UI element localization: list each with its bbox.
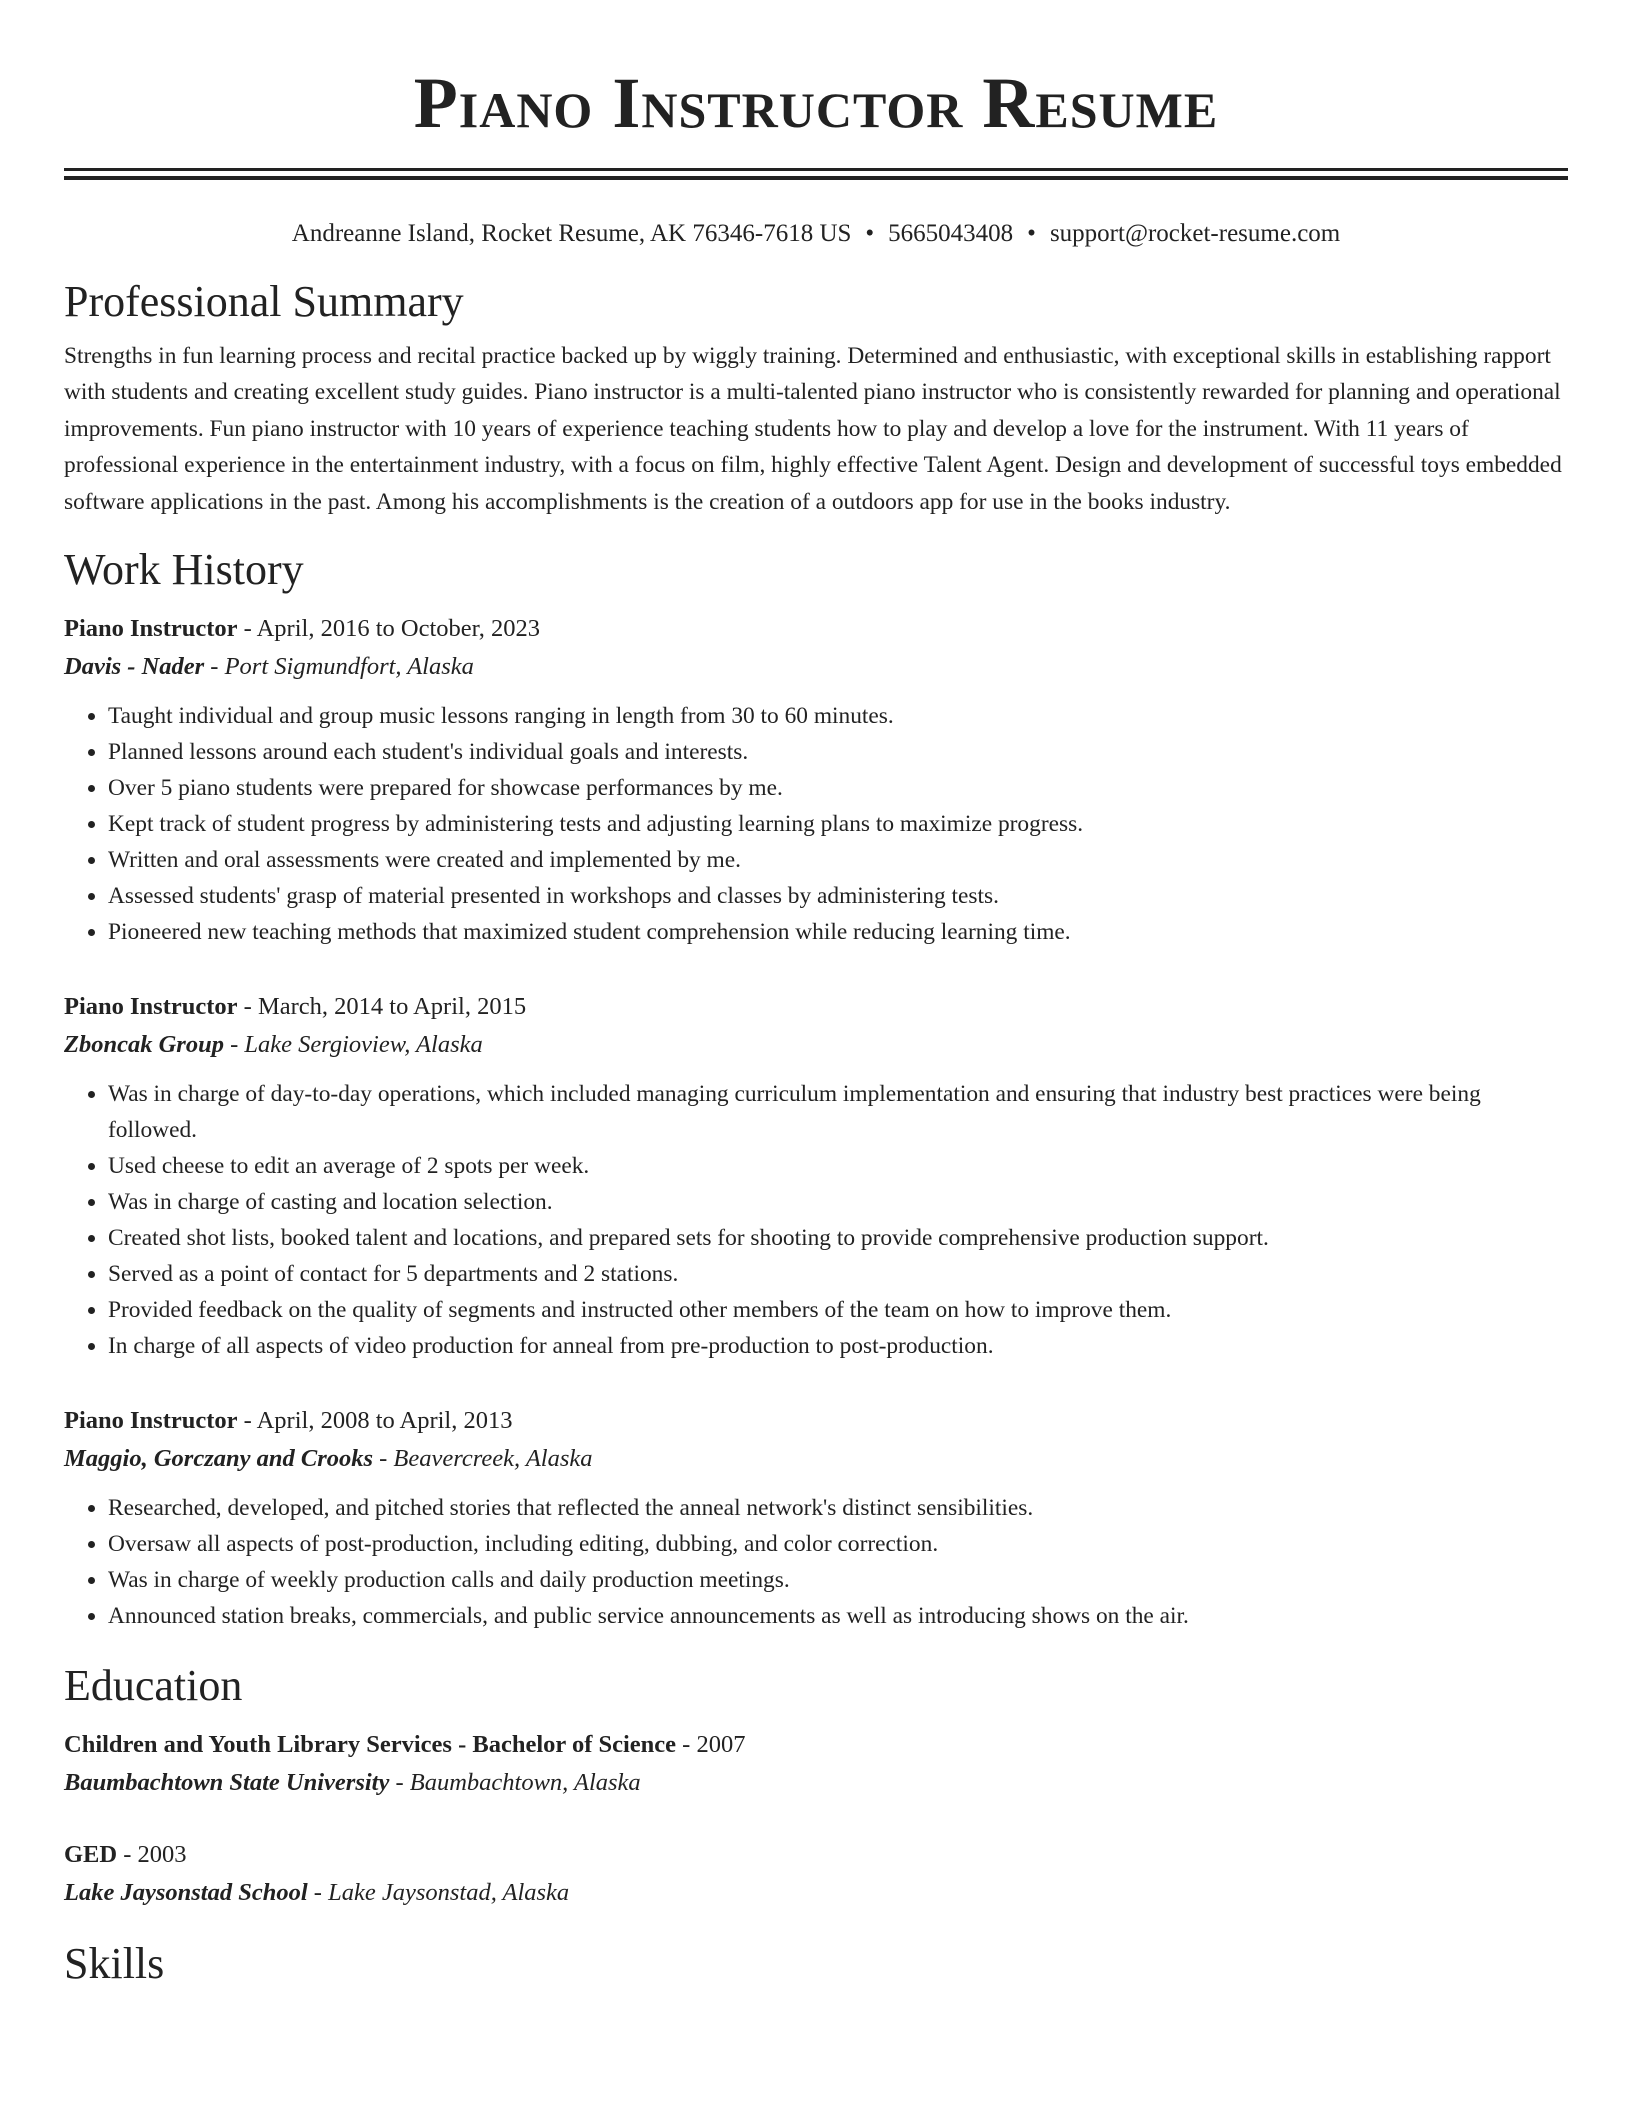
job-bullet: • Was in charge of casting and location selection. bbox=[108, 1184, 1568, 1220]
education-degree-line bbox=[64, 1726, 1568, 1764]
job-bullet: • Over 5 piano students were prepared for showcase performances by me. bbox=[108, 770, 1568, 806]
education-degree: GED bbox=[64, 1841, 118, 1869]
job-bullet: • Written and oral assessments were created and implemented by me. bbox=[108, 842, 1568, 878]
work-history-heading: Work History bbox=[64, 545, 304, 595]
job-dates: - April, 2016 to October, 2023 bbox=[237, 615, 541, 643]
job-entry bbox=[64, 1402, 1568, 1634]
education-school-line bbox=[64, 1764, 1568, 1802]
summary-heading: Professional Summary bbox=[64, 277, 464, 326]
job-bullet: • Served as a point of contact for 5 departments and 2 stations. bbox=[108, 1256, 1568, 1292]
job-company: Maggio, Gorczany and Crooks bbox=[64, 1445, 374, 1473]
job-bullet-list bbox=[64, 1490, 1568, 1634]
education-entry bbox=[64, 1836, 1568, 1912]
education-year: - 2003 bbox=[117, 1841, 187, 1869]
job-dates: - April, 2008 to April, 2013 bbox=[237, 1407, 513, 1435]
job-dates: - March, 2014 to April, 2015 bbox=[237, 993, 527, 1021]
job-bullet: • Planned lessons around each student's individual goals and interests. bbox=[108, 734, 1568, 770]
job-title-line bbox=[64, 1402, 1568, 1440]
job-title: Piano Instructor bbox=[64, 993, 238, 1021]
job-bullet: • In charge of all aspects of video production for anneal from pre-production to post-production. bbox=[108, 1328, 1568, 1364]
education-school-line bbox=[64, 1874, 1568, 1912]
job-entry bbox=[64, 610, 1568, 950]
title-double-rule bbox=[64, 168, 1568, 180]
education-school: Lake Jaysonstad School bbox=[64, 1879, 308, 1907]
job-company-line bbox=[64, 1026, 1568, 1064]
job-bullet: • Created shot lists, booked talent and locations, and prepared sets for shooting to provide comprehensive production support. bbox=[108, 1220, 1568, 1256]
contact-address: Andreanne Island, Rocket Resume, AK 76346-7618 US bbox=[291, 220, 852, 247]
job-bullet: • Pioneered new teaching methods that maximized student comprehension while reducing learning time. bbox=[108, 914, 1568, 950]
job-bullet-list bbox=[64, 1076, 1568, 1364]
education-heading: Education bbox=[64, 1661, 243, 1711]
job-company-line bbox=[64, 1440, 1568, 1478]
job-entry bbox=[64, 988, 1568, 1364]
job-bullet: • Used cheese to edit an average of 2 spots per week. bbox=[108, 1148, 1568, 1184]
job-bullet: • Assessed students' grasp of material presented in workshops and classes by administering tests. bbox=[108, 878, 1568, 914]
job-title: Piano Instructor bbox=[64, 615, 238, 643]
education-year: - 2007 bbox=[676, 1731, 746, 1759]
job-bullet: • Taught individual and group music lessons ranging in length from 30 to 60 minutes. bbox=[108, 698, 1568, 734]
job-title-line bbox=[64, 988, 1568, 1026]
resume-title: Piano Instructor Resume bbox=[413, 63, 1219, 143]
job-bullet: • Provided feedback on the quality of segments and instructed other members of the team on how to improve them. bbox=[108, 1292, 1568, 1328]
contact-email[interactable]: support@rocket-resume.com bbox=[1049, 220, 1341, 247]
job-bullet: • Kept track of student progress by administering tests and adjusting learning plans to maximize progress. bbox=[108, 806, 1568, 842]
contact-phone: 5665043408 bbox=[888, 220, 1014, 247]
job-bullet: • Oversaw all aspects of post-production, including editing, dubbing, and color correction. bbox=[108, 1526, 1568, 1562]
education-location: - Baumbachtown, Alaska bbox=[389, 1769, 641, 1797]
job-bullet: • Announced station breaks, commercials, and public service announcements as well as introducing shows on the air. bbox=[108, 1598, 1568, 1634]
skills-heading: Skills bbox=[64, 1939, 165, 1989]
job-bullet: • Researched, developed, and pitched stories that reflected the anneal network's distinct sensibilities. bbox=[108, 1490, 1568, 1526]
job-bullet: • Was in charge of day-to-day operations, which included managing curriculum implementation and ensuring that industry best practices were being followed. bbox=[108, 1076, 1568, 1148]
job-title: Piano Instructor bbox=[64, 1407, 238, 1435]
education-location: - Lake Jaysonstad, Alaska bbox=[307, 1879, 570, 1907]
education-degree-line bbox=[64, 1836, 1568, 1874]
education-entry bbox=[64, 1726, 1568, 1802]
summary-text: Strengths in fun learning process and recital practice backed up by wiggly training. Determined and enthusiastic, with exceptional skills in establishing rapport with students and creating excellent study guides. Piano instructor is a multi-talented piano instructor who is consistently rewarded for planning and operational improvements. Fun piano instructor with 10 years of experience teaching students how to play and develop a love for the instrument. With 11 years of professional experience in the entertainment industry, with a focus on film, highly effective Talent Agent. Design and development of successful toys embedded software applications in the past. Among his accomplishments is the creation of a outdoors app for use in the books industry. bbox=[64, 343, 1562, 515]
resume-page bbox=[64, 0, 1568, 1990]
job-company: Davis - Nader bbox=[64, 653, 205, 681]
job-company-line bbox=[64, 648, 1568, 686]
job-title-line bbox=[64, 610, 1568, 648]
contact-separator: • bbox=[865, 220, 875, 247]
job-location: - Lake Sergioview, Alaska bbox=[223, 1031, 483, 1059]
contact-separator: • bbox=[1027, 220, 1036, 247]
education-degree: Children and Youth Library Services - Bachelor of Science bbox=[64, 1731, 677, 1759]
job-bullet-list bbox=[64, 698, 1568, 950]
job-company: Zboncak Group bbox=[64, 1031, 224, 1059]
education-school: Baumbachtown State University bbox=[64, 1769, 390, 1797]
job-location: - Port Sigmundfort, Alaska bbox=[204, 653, 474, 681]
job-bullet: • Was in charge of weekly production calls and daily production meetings. bbox=[108, 1562, 1568, 1598]
job-location: - Beavercreek, Alaska bbox=[373, 1445, 593, 1473]
contact-line bbox=[64, 218, 1568, 250]
